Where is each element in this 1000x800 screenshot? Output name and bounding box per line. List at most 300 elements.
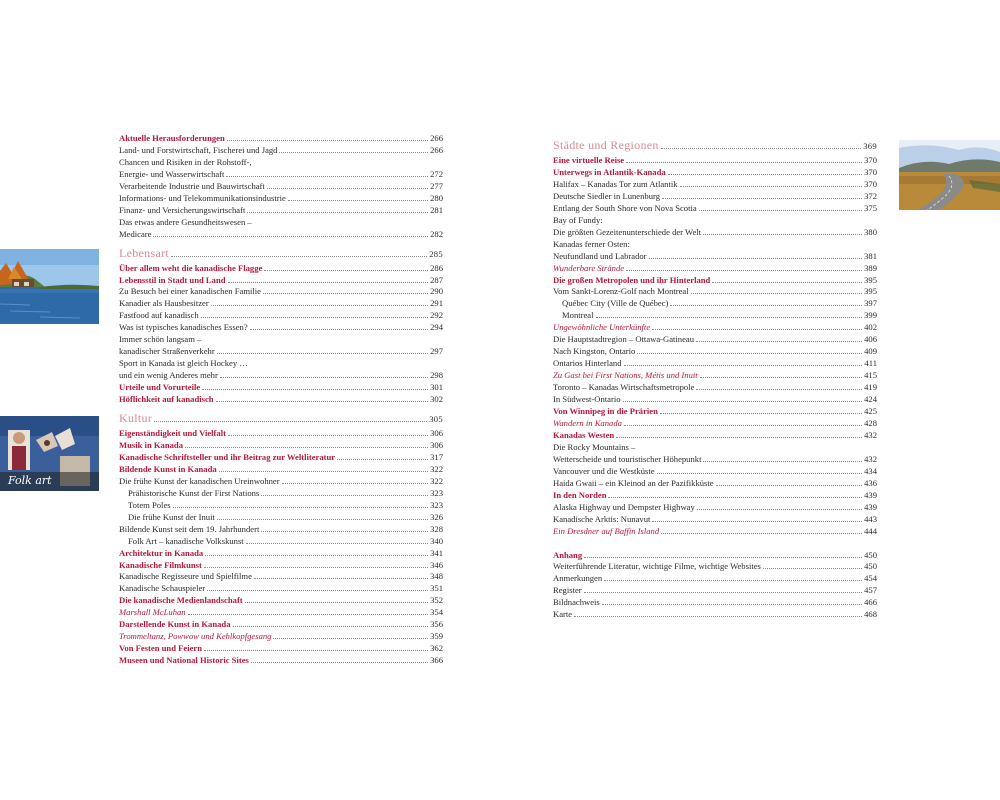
toc-entry-kanadier-als-hausbesitzer: [119, 298, 443, 310]
toc-entry-title: Städte und Regionen: [553, 138, 659, 152]
toc-entry-fastfood-auf-kanadisch: [119, 310, 443, 322]
leader-dots: [246, 536, 428, 544]
toc-entry-lebensstil-in-stadt-und-land: [119, 275, 443, 287]
leader-dots: [279, 145, 428, 153]
leader-dots: [712, 275, 862, 283]
toc-entry-title: Ungewöhnliche Unterkünfte: [553, 322, 651, 333]
toc-entry-title: Verarbeitende Industrie und Bauwirtschaft: [119, 180, 265, 191]
toc-entry-title: Musik in Kanada: [119, 439, 183, 450]
toc-entry-bildnachweis: [553, 597, 877, 609]
leader-dots: [616, 430, 862, 438]
toc-entry-nach-kingston-ontario: [553, 346, 877, 358]
leader-dots: [596, 310, 863, 318]
leader-dots: [657, 466, 863, 474]
toc-entry-in-den-norden: [553, 490, 877, 502]
toc-entry-title: Über allem weht die kanadische Flagge: [119, 262, 263, 273]
toc-entry-page: 340: [430, 535, 443, 546]
toc-entry-title: Montreal: [562, 310, 594, 321]
leader-dots: [700, 370, 862, 378]
toc-entry-title: Anmerkungen: [553, 573, 603, 584]
toc-entry-die-größten-gezeitenunterschiede-der-wel: [553, 227, 877, 239]
leader-dots: [228, 428, 428, 436]
leader-dots: [185, 440, 428, 448]
toc-entry-title: Vom Sankt-Lorenz-Golf nach Montreal: [553, 286, 689, 297]
toc-entry-page: 381: [864, 250, 877, 261]
leader-dots: [716, 478, 863, 486]
toc-entry-die-rocky-mountains: [553, 442, 877, 454]
leader-dots: [763, 561, 862, 569]
toc-entry-page: 266: [430, 144, 443, 155]
toc-entry-page: 375: [864, 202, 877, 213]
leader-dots: [680, 179, 863, 187]
toc-entry-page: 372: [864, 190, 877, 201]
toc-entry-page: 419: [864, 382, 877, 393]
leader-dots: [247, 205, 428, 213]
toc-entry-wandern-in-kanada: [553, 418, 877, 430]
toc-entry-page: 356: [430, 619, 443, 630]
toc-entry-ontarios-hinterland: [553, 358, 877, 370]
toc-entry-page: 354: [430, 607, 443, 618]
leader-dots: [251, 655, 428, 663]
leader-dots: [574, 609, 862, 617]
toc-entry-title: Trommeltanz, Powwow und Kehlkopfgesang: [119, 631, 272, 642]
leader-dots: [584, 585, 862, 593]
toc-entry-title: Fastfood auf kanadisch: [119, 310, 199, 321]
toc-entry-haida-gwaii-ein-kleinod-an-der-pazifikkü: [553, 478, 877, 490]
toc-entry-darstellende-kunst-in-kanada: [119, 619, 443, 631]
toc-entry-page: 454: [864, 573, 877, 584]
toc-entry-page: 317: [430, 451, 443, 462]
toc-entry-title: Eigenständigkeit und Vielfalt: [119, 428, 226, 439]
toc-entry-page: 457: [864, 585, 877, 596]
toc-entry-page: 291: [430, 298, 443, 309]
toc-entry-ungewöhnliche-unterkünfte: [553, 322, 877, 334]
leader-dots: [228, 275, 429, 283]
toc-entry-title: Die frühe Kunst der Inuit: [128, 511, 215, 522]
toc-entry-title: Kultur: [119, 411, 153, 426]
toc-entry-page: 280: [430, 192, 443, 203]
toc-entry-page: 370: [864, 178, 877, 189]
leader-dots: [660, 406, 862, 414]
toc-entry-urteile-und-vorurteile: [119, 382, 443, 394]
toc-entry-title: Das etwas andere Gesundheitswesen –: [119, 216, 252, 227]
leader-dots: [696, 382, 862, 390]
toc-entry-title: Folk Art – kanadische Volkskunst: [128, 535, 244, 546]
toc-entry-title: Bay of Fundy:: [553, 214, 603, 225]
toc-entry-title: kanadischer Straßenverkehr: [119, 346, 215, 357]
toc-entry-page: 277: [430, 180, 443, 191]
toc-entry-title: Die frühe Kunst der kanadischen Ureinwohner: [119, 475, 280, 486]
leader-dots: [661, 526, 862, 534]
leader-dots: [205, 548, 428, 556]
toc-entry-page: 409: [864, 346, 877, 357]
toc-entry-ein-dresdner-auf-baffin-island: [553, 526, 877, 538]
leader-dots: [227, 133, 428, 141]
toc-entry-eine-virtuelle-reise: [553, 155, 877, 167]
toc-entry-page: 352: [430, 595, 443, 606]
leader-dots: [216, 394, 429, 402]
toc-entry-title: Register: [553, 585, 582, 596]
toc-entry-title: Eine virtuelle Reise: [553, 155, 625, 165]
toc-entry-title: Medicare: [119, 228, 152, 239]
toc-entry-title: Kanadische Arktis: Nunavut: [553, 513, 651, 524]
toc-entry-title: Die größten Gezeitenunterschiede der Welt: [553, 226, 702, 237]
toc-entry-page: 297: [430, 346, 443, 357]
toc-entry-aktuelle-herausforderungen: [119, 133, 443, 145]
leader-dots: [219, 464, 428, 472]
toc-entry-page: 425: [864, 406, 877, 417]
leader-dots: [254, 571, 428, 579]
toc-entry-energie-und-wasserwirtschaft: [119, 169, 443, 181]
leader-dots: [173, 500, 429, 508]
leader-dots: [668, 167, 862, 175]
leader-dots: [226, 169, 428, 177]
toc-entry-page: 380: [864, 226, 877, 237]
toc-entry-architektur-in-kanada: [119, 548, 443, 560]
toc-entry-title: Die großen Metropolen und ihr Hinterland: [553, 274, 711, 285]
toc-entry-title: Nach Kingston, Ontario: [553, 346, 636, 357]
toc-entry-title: Energie- und Wasserwirtschaft: [119, 168, 225, 179]
lake-house-photo: [0, 249, 99, 324]
toc-entry-title: Ontarios Hinterland: [553, 358, 622, 369]
toc-entry-page: 328: [430, 523, 443, 534]
toc-entry-vancouver-und-die-westküste: [553, 466, 877, 478]
toc-entry-page: 266: [430, 133, 443, 143]
toc-entry-title: Museen und National Historic Sites: [119, 655, 249, 666]
toc-entry-page: 411: [864, 358, 877, 369]
toc-entry-die-hauptstadtregion-ottawa-gatineau: [553, 334, 877, 346]
toc-entry-page: 322: [430, 475, 443, 486]
toc-entry-page: 287: [430, 274, 443, 285]
toc-entry-title: Von Festen und Feiern: [119, 643, 202, 654]
toc-entry-title: In Südwest-Ontario: [553, 394, 621, 405]
leader-dots: [623, 394, 863, 402]
leader-dots: [220, 370, 428, 378]
leader-dots: [211, 298, 428, 306]
toc-entry-die-frühe-kunst-der-inuit: [119, 512, 443, 524]
toc-entry-zu-besuch-bei-einer-kanadischen-familie: [119, 286, 443, 298]
toc-entry-page: 286: [430, 262, 443, 273]
toc-entry-title: Lebensstil in Stadt und Land: [119, 274, 226, 285]
toc-entry-page: 395: [864, 274, 877, 285]
leader-dots: [637, 346, 862, 354]
leader-dots: [697, 502, 862, 510]
toc-entry-kanadas-ferner-osten: [553, 239, 877, 251]
leader-dots: [261, 488, 428, 496]
toc-entry-von-winnipeg-in-die-prärien: [553, 406, 877, 418]
toc-entry-title: Die Rocky Mountains –: [553, 441, 636, 452]
toc-entry-musik-in-kanada: [119, 440, 443, 452]
leader-dots: [699, 203, 862, 211]
toc-entry-page: 301: [430, 382, 443, 393]
toc-entry-page: 432: [864, 453, 877, 464]
toc-entry-title: Kanadas Westen: [553, 429, 615, 440]
toc-entry-title: In den Norden: [553, 489, 607, 500]
folk-art-photo: [0, 416, 99, 491]
toc-entry-immer-schön-langsam: [119, 334, 443, 346]
toc-entry-deutsche-siedler-in-lunenburg: [553, 191, 877, 203]
toc-entry-title: Zu Gast bei First Nations, Métis und Inuit: [553, 370, 698, 381]
toc-entry-title: Die Hauptstadtregion – Ottawa-Gatineau: [553, 334, 695, 345]
toc-entry-page: 298: [430, 370, 443, 381]
toc-entry-neufundland-und-labrador: [553, 251, 877, 263]
toc-entry-title: Marshall McLuhan: [119, 607, 186, 618]
toc-entry-page: 370: [864, 166, 877, 177]
toc-entry-eigenständigkeit-und-vielfalt: [119, 428, 443, 440]
toc-entry-title: Finanz- und Versicherungswirtschaft: [119, 204, 246, 215]
toc-entry-page: 348: [430, 571, 443, 582]
leader-dots: [250, 322, 428, 330]
toc-entry-montreal: [553, 310, 877, 322]
toc-entry-zu-gast-bei-first-nations-m-tis-und-inui: [553, 370, 877, 382]
toc-entry-title: Höflichkeit auf kanadisch: [119, 394, 214, 405]
toc-entry-page: 466: [864, 597, 877, 608]
leader-dots: [626, 263, 862, 271]
toc-entry-title: Deutsche Siedler in Lunenburg: [553, 190, 660, 201]
leader-dots: [602, 597, 862, 605]
toc-entry-page: 439: [864, 501, 877, 512]
toc-entry-title: Alaska Highway und Dempster Highway: [553, 501, 695, 512]
toc-entry-chancen-und-risiken-in-der-rohstoff: [119, 157, 443, 169]
leader-dots: [584, 550, 862, 558]
leader-dots: [204, 560, 428, 568]
toc-entry-page: 306: [430, 428, 443, 439]
leader-dots: [649, 251, 863, 259]
toc-entry-title: Haida Gwaii – ein Kleinod an der Pazifikküste: [553, 477, 714, 488]
leader-dots: [207, 583, 428, 591]
leader-dots: [202, 382, 428, 390]
toc-entry-title: Weiterführende Literatur, wichtige Filme, wichtige Websites: [553, 561, 761, 572]
toc-entry-page: 294: [430, 322, 443, 333]
toc-entry-title: Bildende Kunst seit dem 19. Jahrhundert: [119, 523, 260, 534]
toc-entry-page: 439: [864, 489, 877, 500]
toc-entry-städte-und-regionen: [553, 138, 877, 153]
leader-dots: [204, 643, 428, 651]
leader-dots: [670, 298, 862, 306]
toc-entry-page: 272: [430, 168, 443, 179]
toc-entry-marshall-mcluhan: [119, 607, 443, 619]
leader-dots: [153, 229, 428, 237]
toc-entry-page: 306: [430, 439, 443, 450]
toc-entry-page: 369: [863, 141, 877, 151]
toc-entry-page: 450: [864, 549, 877, 560]
leader-dots: [703, 227, 862, 235]
toc-entry-museen-und-national-historic-sites: [119, 655, 443, 667]
leader-dots: [188, 607, 429, 615]
toc-entry-page: 402: [864, 322, 877, 333]
toc-entry-bay-of-fundy: [553, 215, 877, 227]
leader-dots: [171, 247, 427, 257]
toc-entry-title: Halifax – Kanadas Tor zum Atlantik: [553, 178, 678, 189]
toc-entry-title: Urteile und Vorurteile: [119, 382, 201, 393]
leader-dots: [264, 263, 428, 271]
leader-dots: [696, 334, 862, 342]
toc-entry-title: Prähistorische Kunst der First Nations: [128, 487, 260, 498]
toc-entry-und-ein-wenig-anderes-mehr: [119, 370, 443, 382]
toc-entry-title: Kanadische Schriftsteller und ihr Beitrag zur Weltliteratur: [119, 451, 336, 462]
toc-entry-trommeltanz-powwow-und-kehlkopfgesang: [119, 631, 443, 643]
toc-entry-page: 406: [864, 334, 877, 345]
toc-entry-kanadischer-straßenverkehr: [119, 346, 443, 358]
leader-dots: [154, 412, 427, 422]
toc-entry-page: 397: [864, 298, 877, 309]
toc-entry-page: 290: [430, 286, 443, 297]
leader-dots: [273, 631, 428, 639]
leader-dots: [662, 191, 862, 199]
toc-entry-title: Aktuelle Herausforderungen: [119, 133, 225, 143]
toc-entry-kanadische-regisseure-und-spielfilme: [119, 571, 443, 583]
toc-entry-title: Wetterscheide und touristischer Höhepunkt: [553, 453, 702, 464]
leader-dots: [624, 358, 863, 366]
toc-entry-informations-und-telekommunikationsindus: [119, 193, 443, 205]
leader-dots: [652, 322, 862, 330]
toc-entry-finanz-und-versicherungswirtschaft: [119, 205, 443, 217]
toc-entry-page: 432: [864, 429, 877, 440]
toc-entry-page: 305: [429, 414, 443, 425]
toc-entry-title: Von Winnipeg in die Prärien: [553, 406, 658, 417]
toc-entry-title: Karte: [553, 609, 573, 620]
toc-entry-bildende-kunst-seit-dem-19-jahrhundert: [119, 524, 443, 536]
toc-right-column: [553, 133, 877, 621]
toc-entry-page: 359: [430, 631, 443, 642]
toc-entry-halifax-kanadas-tor-zum-atlantik: [553, 179, 877, 191]
toc-entry-toronto-kanadas-wirtschaftsmetropole: [553, 382, 877, 394]
toc-entry-medicare: [119, 229, 443, 241]
toc-entry-page: 436: [864, 477, 877, 488]
toc-entry-title: Entlang der South Shore von Nova Scotia: [553, 202, 697, 213]
toc-entry-title: Wunderbare Strände: [553, 262, 625, 273]
highway-photo: [899, 140, 1000, 210]
toc-entry-von-festen-und-feiern: [119, 643, 443, 655]
leader-dots: [608, 490, 862, 498]
toc-entry-title: Zu Besuch bei einer kanadischen Familie: [119, 286, 261, 297]
toc-entry-title: Sport in Kanada ist gleich Hockey …: [119, 358, 248, 369]
toc-entry-page: 326: [430, 511, 443, 522]
toc-entry-title: Wandern in Kanada: [553, 417, 622, 428]
toc-entry-title: Unterwegs in Atlantik-Kanada: [553, 166, 666, 177]
toc-entry-prähistorische-kunst-der-first-nations: [119, 488, 443, 500]
toc-entry-verarbeitende-industrie-und-bauwirtschaf: [119, 181, 443, 193]
toc-entry-title: Vancouver und die Westküste: [553, 465, 655, 476]
toc-entry-page: 415: [864, 370, 877, 381]
toc-entry-wunderbare-strände: [553, 263, 877, 275]
toc-entry-höflichkeit-auf-kanadisch: [119, 394, 443, 406]
toc-entry-anmerkungen: [553, 573, 877, 585]
toc-entry-title: Lebensart: [119, 245, 170, 260]
toc-entry-kultur: [119, 411, 443, 426]
leader-dots: [217, 346, 428, 354]
toc-entry-totem-poles: [119, 500, 443, 512]
toc-entry-page: 322: [430, 463, 443, 474]
leader-dots: [624, 418, 862, 426]
toc-entry-bildende-kunst-in-kanada: [119, 464, 443, 476]
toc-entry-page: 323: [430, 487, 443, 498]
toc-entry-title: Kanadische Filmkunst: [119, 559, 202, 570]
toc-entry-unterwegs-in-atlantik-kanada: [553, 167, 877, 179]
toc-entry-title: Kanadische Schauspieler: [119, 583, 206, 594]
toc-entry-lebensart: [119, 246, 443, 261]
toc-left-column: [119, 133, 443, 667]
leader-dots: [217, 512, 428, 520]
toc-entry-title: Kanadische Regisseure und Spielfilme: [119, 571, 252, 582]
toc-entry-land-und-forstwirtschaft-fischerei-und-j: [119, 145, 443, 157]
leader-dots: [267, 181, 428, 189]
toc-entry-title: Totem Poles: [128, 499, 171, 510]
toc-entry-page: 424: [864, 394, 877, 405]
leader-dots: [263, 286, 428, 294]
toc-entry-anhang: [553, 550, 877, 562]
toc-entry-title: Québec City (Ville de Québec): [562, 298, 669, 309]
toc-entry-page: 428: [864, 417, 877, 428]
leader-dots: [337, 452, 428, 460]
toc-entry-kanadische-arktis-nunavut: [553, 514, 877, 526]
toc-entry-folk-art-kanadische-volkskunst: [119, 536, 443, 548]
toc-entry-weiterführende-literatur-wichtige-filme-: [553, 561, 877, 573]
toc-entry-page: 341: [430, 547, 443, 558]
leader-dots: [233, 619, 429, 627]
toc-entry-page: 450: [864, 561, 877, 572]
toc-entry-title: Architektur in Kanada: [119, 547, 204, 558]
toc-entry-vom-sankt-lorenz-golf-nach-montreal: [553, 286, 877, 298]
toc-entry-title: Was ist typisches kanadisches Essen?: [119, 322, 248, 333]
toc-entry-page: 370: [864, 155, 877, 165]
toc-entry-title: Chancen und Risiken in der Rohstoff-,: [119, 156, 252, 167]
toc-entry-die-kanadische-medienlandschaft: [119, 595, 443, 607]
toc-entry-title: Immer schön langsam –: [119, 334, 202, 345]
toc-entry-title: Darstellende Kunst in Kanada: [119, 619, 231, 630]
toc-entry-kanadische-schauspieler: [119, 583, 443, 595]
leader-dots: [652, 514, 862, 522]
toc-entry-title: Bildende Kunst in Kanada: [119, 463, 217, 474]
toc-entry-title: Bildnachweis: [553, 597, 600, 608]
toc-entry-page: 281: [430, 204, 443, 215]
toc-entry-page: 282: [430, 228, 443, 239]
toc-entry-page: 444: [864, 525, 877, 536]
toc-entry-title: Informations- und Telekommunikationsindustrie: [119, 192, 286, 203]
toc-entry-alaska-highway-und-dempster-highway: [553, 502, 877, 514]
leader-dots: [703, 454, 862, 462]
leader-dots: [261, 524, 428, 532]
toc-entry-qu-bec-city-ville-de-qu-bec: [553, 298, 877, 310]
toc-entry-karte: [553, 609, 877, 621]
toc-entry-page: 443: [864, 513, 877, 524]
toc-entry-page: 395: [864, 286, 877, 297]
toc-entry-page: 389: [864, 262, 877, 273]
toc-entry-page: 434: [864, 465, 877, 476]
leader-dots: [288, 193, 428, 201]
leader-dots: [282, 476, 429, 484]
toc-entry-page: 351: [430, 583, 443, 594]
toc-entry-page: 292: [430, 310, 443, 321]
toc-entry-page: 302: [430, 394, 443, 405]
toc-entry-title: Die kanadische Medienlandschaft: [119, 595, 243, 606]
toc-entry-page: 362: [430, 643, 443, 654]
toc-entry-die-frühe-kunst-der-kanadischen-ureinwoh: [119, 476, 443, 488]
svg-text:Folk art: Folk art: [8, 474, 52, 487]
toc-entry-title: Land- und Forstwirtschaft, Fischerei und Jagd: [119, 144, 278, 155]
toc-entry-page: 285: [429, 248, 443, 259]
toc-entry-page: 399: [864, 310, 877, 321]
toc-entry-title: Toronto – Kanadas Wirtschaftsmetropole: [553, 382, 695, 393]
toc-entry-title: Neufundland und Labrador: [553, 250, 647, 261]
toc-entry-title: Kanadier als Hausbesitzer: [119, 298, 209, 309]
toc-entry-kanadas-westen: [553, 430, 877, 442]
toc-entry-register: [553, 585, 877, 597]
toc-entry-title: Anhang: [553, 549, 583, 560]
toc-entry-entlang-der-south-shore-von-nova-scotia: [553, 203, 877, 215]
toc-entry-die-großen-metropolen-und-ihr-hinterland: [553, 275, 877, 287]
leader-dots: [201, 310, 428, 318]
